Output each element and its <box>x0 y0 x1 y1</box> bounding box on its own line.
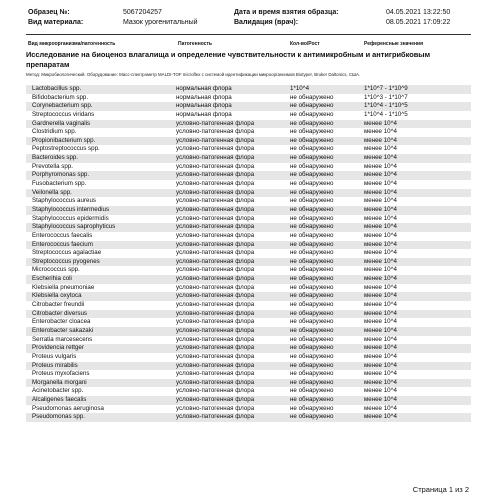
reference-cell: менее 10^4 <box>364 283 397 291</box>
sample-date: 04.05.2021 13:22:50 <box>386 9 451 16</box>
count-cell: не обнаружено <box>290 378 334 386</box>
organism-cell: Enterococcus faecium <box>32 240 93 248</box>
count-cell: не обнаружено <box>290 361 334 369</box>
column-header-organism: Вид микроорганизма/патогенность <box>28 41 116 47</box>
table-row <box>26 128 471 137</box>
count-cell: не обнаружено <box>290 102 334 110</box>
count-cell: не обнаружено <box>290 231 334 239</box>
organism-cell: Corynebacterium spp. <box>32 102 93 110</box>
table-row <box>26 232 471 241</box>
count-cell: не обнаружено <box>290 205 334 213</box>
reference-cell: менее 10^4 <box>364 257 397 265</box>
count-cell: не обнаружено <box>290 292 334 300</box>
reference-cell: менее 10^4 <box>364 249 397 257</box>
pathogenicity-cell: условно-патогенная флора <box>176 180 255 188</box>
organism-cell: Micrococcus spp. <box>32 266 80 274</box>
count-cell: не обнаружено <box>290 136 334 144</box>
pathogenicity-cell: условно-патогенная флора <box>176 275 255 283</box>
pathogenicity-cell: условно-патогенная флора <box>176 266 255 274</box>
organism-cell: Staphylococcus intermedius <box>32 205 110 213</box>
reference-cell: менее 10^4 <box>364 309 397 317</box>
table-row <box>26 353 471 362</box>
reference-cell: менее 10^4 <box>364 205 397 213</box>
count-cell: не обнаружено <box>290 396 334 404</box>
pathogenicity-cell: условно-патогенная флора <box>176 396 255 404</box>
table-row <box>26 336 471 345</box>
reference-cell: менее 10^4 <box>364 292 397 300</box>
reference-cell: менее 10^4 <box>364 266 397 274</box>
organism-cell: Providencia rettger <box>32 344 84 352</box>
pathogenicity-cell: условно-патогенная флора <box>176 301 255 309</box>
reference-cell: менее 10^4 <box>364 387 397 395</box>
reference-cell: менее 10^4 <box>364 119 397 127</box>
pathogenicity-cell: нормальная флора <box>176 102 232 110</box>
column-header-pathogenicity: Патогенность <box>178 41 213 47</box>
table-row <box>26 266 471 275</box>
table-row <box>26 318 471 327</box>
reference-cell: менее 10^4 <box>364 128 397 136</box>
count-cell: не обнаружено <box>290 352 334 360</box>
table-row <box>26 275 471 284</box>
pathogenicity-cell: условно-патогенная флора <box>176 205 255 213</box>
pathogenicity-cell: условно-патогенная флора <box>176 231 255 239</box>
reference-cell: менее 10^4 <box>364 197 397 205</box>
organism-cell: Staphylococcus saprophyticus <box>32 223 116 231</box>
pathogenicity-cell: условно-патогенная флора <box>176 378 255 386</box>
table-row <box>26 85 471 94</box>
organism-cell: Streptococcus viridans <box>32 110 95 118</box>
count-cell: не обнаружено <box>290 188 334 196</box>
validation-date: 08.05.2021 17:09:22 <box>386 19 451 26</box>
pathogenicity-cell: условно-патогенная флора <box>176 240 255 248</box>
table-row <box>26 154 471 163</box>
pathogenicity-cell: условно-патогенная флора <box>176 387 255 395</box>
organism-cell: Enterobacter sakazaki <box>32 326 94 334</box>
table-row <box>26 145 471 154</box>
pathogenicity-cell: условно-патогенная флора <box>176 370 255 378</box>
count-cell: не обнаружено <box>290 387 334 395</box>
reference-cell: 1*10^7 - 1*10^9 <box>364 85 408 92</box>
count-cell: не обнаружено <box>290 404 334 412</box>
table-row <box>26 94 471 103</box>
organism-cell: Acinetobacter spp. <box>32 387 84 395</box>
count-cell: не обнаружено <box>290 197 334 205</box>
reference-cell: менее 10^4 <box>364 180 397 188</box>
count-cell: не обнаружено <box>290 335 334 343</box>
pathogenicity-cell: условно-патогенная флора <box>176 292 255 300</box>
organism-cell: Proteus myxofaciens <box>32 370 90 378</box>
pathogenicity-cell: нормальная флора <box>176 85 232 92</box>
organism-cell: Pseudomonas aeruginosa <box>32 404 104 412</box>
reference-cell: менее 10^4 <box>364 344 397 352</box>
material-value: Мазок урогенитальный <box>123 19 198 26</box>
count-cell: не обнаружено <box>290 162 334 170</box>
material-label: Вид материала: <box>28 19 84 26</box>
reference-cell: менее 10^4 <box>364 404 397 412</box>
table-row <box>26 284 471 293</box>
organism-cell: Klebsiella oxytoca <box>32 292 82 300</box>
reference-cell: менее 10^4 <box>364 145 397 153</box>
organism-cell: Enterococcus faecalis <box>32 231 93 239</box>
pathogenicity-cell: условно-патогенная флора <box>176 154 255 162</box>
reference-cell: менее 10^4 <box>364 396 397 404</box>
count-cell: не обнаружено <box>290 266 334 274</box>
organism-cell: Proteus vulgaris <box>32 352 77 360</box>
results-table <box>26 85 471 422</box>
organism-cell: Alcaligenes faecalis <box>32 396 87 404</box>
count-cell: 1*10^4 <box>290 85 310 92</box>
column-header-reference: Референсные значения <box>364 41 424 47</box>
reference-cell: менее 10^4 <box>364 275 397 283</box>
column-header-count: Кол-во/Рост <box>290 41 320 47</box>
organism-cell: Streptococcus pyogenes <box>32 257 100 265</box>
pathogenicity-cell: условно-патогенная флора <box>176 257 255 265</box>
table-row <box>26 387 471 396</box>
count-cell: не обнаружено <box>290 275 334 283</box>
pathogenicity-cell: условно-патогенная флора <box>176 162 255 170</box>
table-row <box>26 241 471 250</box>
table-row <box>26 111 471 120</box>
organism-cell: Gardnerella vaginalis <box>32 119 91 127</box>
pathogenicity-cell: условно-патогенная флора <box>176 318 255 326</box>
table-row <box>26 180 471 189</box>
section-title: Исследование на биоценоз влагалища и определение чувствительности к антимикробным и антигрибковым препаратам <box>26 50 431 69</box>
table-row <box>26 163 471 172</box>
table-row <box>26 189 471 198</box>
table-row <box>26 215 471 224</box>
reference-cell: 1*10^4 - 1*10^5 <box>364 110 408 118</box>
header-divider <box>26 34 471 35</box>
count-cell: не обнаружено <box>290 240 334 248</box>
pathogenicity-cell: условно-патогенная флора <box>176 171 255 179</box>
organism-cell: Streptococcus agalactiae <box>32 249 102 257</box>
pathogenicity-cell: условно-патогенная флора <box>176 335 255 343</box>
pathogenicity-cell: условно-патогенная флора <box>176 119 255 127</box>
reference-cell: менее 10^4 <box>364 162 397 170</box>
organism-cell: Porphyromonas spp. <box>32 171 90 179</box>
pathogenicity-cell: условно-патогенная флора <box>176 309 255 317</box>
count-cell: не обнаружено <box>290 93 334 101</box>
count-cell: не обнаружено <box>290 309 334 317</box>
pathogenicity-cell: условно-патогенная флора <box>176 352 255 360</box>
count-cell: не обнаружено <box>290 145 334 153</box>
reference-cell: менее 10^4 <box>364 136 397 144</box>
table-row <box>26 370 471 379</box>
reference-cell: менее 10^4 <box>364 352 397 360</box>
pathogenicity-cell: нормальная флора <box>176 93 232 101</box>
table-row <box>26 249 471 258</box>
count-cell: не обнаружено <box>290 110 334 118</box>
reference-cell: менее 10^4 <box>364 154 397 162</box>
count-cell: не обнаружено <box>290 223 334 231</box>
pathogenicity-cell: условно-патогенная флора <box>176 361 255 369</box>
pathogenicity-cell: условно-патогенная флора <box>176 283 255 291</box>
table-row <box>26 344 471 353</box>
reference-cell: менее 10^4 <box>364 361 397 369</box>
pathogenicity-cell: условно-патогенная флора <box>176 214 255 222</box>
table-row <box>26 292 471 301</box>
reference-cell: менее 10^4 <box>364 240 397 248</box>
method-note: Метод: Микробиологический. Оборудование: Масс-спектрометр MALDI-TOF microflex с системой идентификации микроорганизмов Biotyper, Bruker Daltonics, США. <box>26 72 361 77</box>
pathogenicity-cell: условно-патогенная флора <box>176 249 255 257</box>
organism-cell: Escherihia coli <box>32 275 72 283</box>
count-cell: не обнаружено <box>290 301 334 309</box>
organism-cell: Staphylococcus epidermidis <box>32 214 109 222</box>
sample-date-label: Дата и время взятия образца: <box>234 9 339 16</box>
reference-cell: менее 10^4 <box>364 370 397 378</box>
table-row <box>26 301 471 310</box>
pathogenicity-cell: условно-патогенная флора <box>176 136 255 144</box>
table-row <box>26 362 471 371</box>
count-cell: не обнаружено <box>290 413 334 421</box>
table-row <box>26 413 471 422</box>
table-row <box>26 120 471 129</box>
table-row <box>26 396 471 405</box>
reference-cell: менее 10^4 <box>364 223 397 231</box>
reference-cell: менее 10^4 <box>364 378 397 386</box>
reference-cell: менее 10^4 <box>364 318 397 326</box>
reference-cell: 1*10^4 - 1*10^5 <box>364 102 408 110</box>
count-cell: не обнаружено <box>290 344 334 352</box>
table-row <box>26 405 471 414</box>
reference-cell: менее 10^4 <box>364 214 397 222</box>
table-row <box>26 327 471 336</box>
validation-label: Валидация (врач): <box>234 19 299 26</box>
reference-cell: менее 10^4 <box>364 335 397 343</box>
page-number: Страница 1 из 2 <box>412 485 469 494</box>
pathogenicity-cell: условно-патогенная флора <box>176 344 255 352</box>
organism-cell: Fusobacterium spp. <box>32 180 87 188</box>
pathogenicity-cell: условно-патогенная флора <box>176 128 255 136</box>
table-row <box>26 310 471 319</box>
count-cell: не обнаружено <box>290 249 334 257</box>
table-row <box>26 223 471 232</box>
count-cell: не обнаружено <box>290 370 334 378</box>
pathogenicity-cell: условно-патогенная флора <box>176 197 255 205</box>
count-cell: не обнаружено <box>290 180 334 188</box>
organism-cell: Bifidobacterium spp. <box>32 93 89 101</box>
pathogenicity-cell: условно-патогенная флора <box>176 326 255 334</box>
pathogenicity-cell: условно-патогенная флора <box>176 188 255 196</box>
count-cell: не обнаружено <box>290 128 334 136</box>
pathogenicity-cell: условно-патогенная флора <box>176 223 255 231</box>
organism-cell: Pseudomonas spp. <box>32 413 85 421</box>
count-cell: не обнаружено <box>290 257 334 265</box>
organism-cell: Enterobacter cloacea <box>32 318 91 326</box>
count-cell: не обнаружено <box>290 326 334 334</box>
organism-cell: Lactobacillus spp. <box>32 85 82 92</box>
count-cell: не обнаружено <box>290 119 334 127</box>
organism-cell: Peptostreptococcus spp. <box>32 145 100 153</box>
organism-cell: Klebsiella pneumoniae <box>32 283 95 291</box>
reference-cell: менее 10^4 <box>364 171 397 179</box>
organism-cell: Prevotella spp. <box>32 162 73 170</box>
count-cell: не обнаружено <box>290 154 334 162</box>
count-cell: не обнаружено <box>290 171 334 179</box>
table-row <box>26 102 471 111</box>
organism-cell: Citrobacter diversus <box>32 309 88 317</box>
organism-cell: Citrobacter freundii <box>32 301 85 309</box>
organism-cell: Morganella morgani <box>32 378 87 386</box>
pathogenicity-cell: условно-патогенная флора <box>176 145 255 153</box>
reference-cell: менее 10^4 <box>364 326 397 334</box>
organism-cell: Bacteroides spp. <box>32 154 79 162</box>
sample-number-label: Образец №: <box>28 9 70 16</box>
organism-cell: Veilonella spp. <box>32 188 72 196</box>
organism-cell: Proteus mirabilis <box>32 361 78 369</box>
organism-cell: Clostridium spp. <box>32 128 77 136</box>
count-cell: не обнаружено <box>290 318 334 326</box>
reference-cell: менее 10^4 <box>364 413 397 421</box>
reference-cell: менее 10^4 <box>364 301 397 309</box>
organism-cell: Propionibacterium spp. <box>32 136 96 144</box>
table-row <box>26 197 471 206</box>
table-row <box>26 379 471 388</box>
organism-cell: Serratia marcesecens <box>32 335 93 343</box>
pathogenicity-cell: условно-патогенная флора <box>176 404 255 412</box>
sample-number: 5067204257 <box>123 9 162 16</box>
table-row <box>26 206 471 215</box>
table-row <box>26 171 471 180</box>
count-cell: не обнаружено <box>290 214 334 222</box>
organism-cell: Staphylococcus aureus <box>32 197 96 205</box>
pathogenicity-cell: нормальная флора <box>176 110 232 118</box>
table-row <box>26 258 471 267</box>
count-cell: не обнаружено <box>290 283 334 291</box>
reference-cell: менее 10^4 <box>364 231 397 239</box>
reference-cell: менее 10^4 <box>364 188 397 196</box>
table-row <box>26 137 471 146</box>
pathogenicity-cell: условно-патогенная флора <box>176 413 255 421</box>
reference-cell: 1*10^3 - 1*10^7 <box>364 93 408 101</box>
